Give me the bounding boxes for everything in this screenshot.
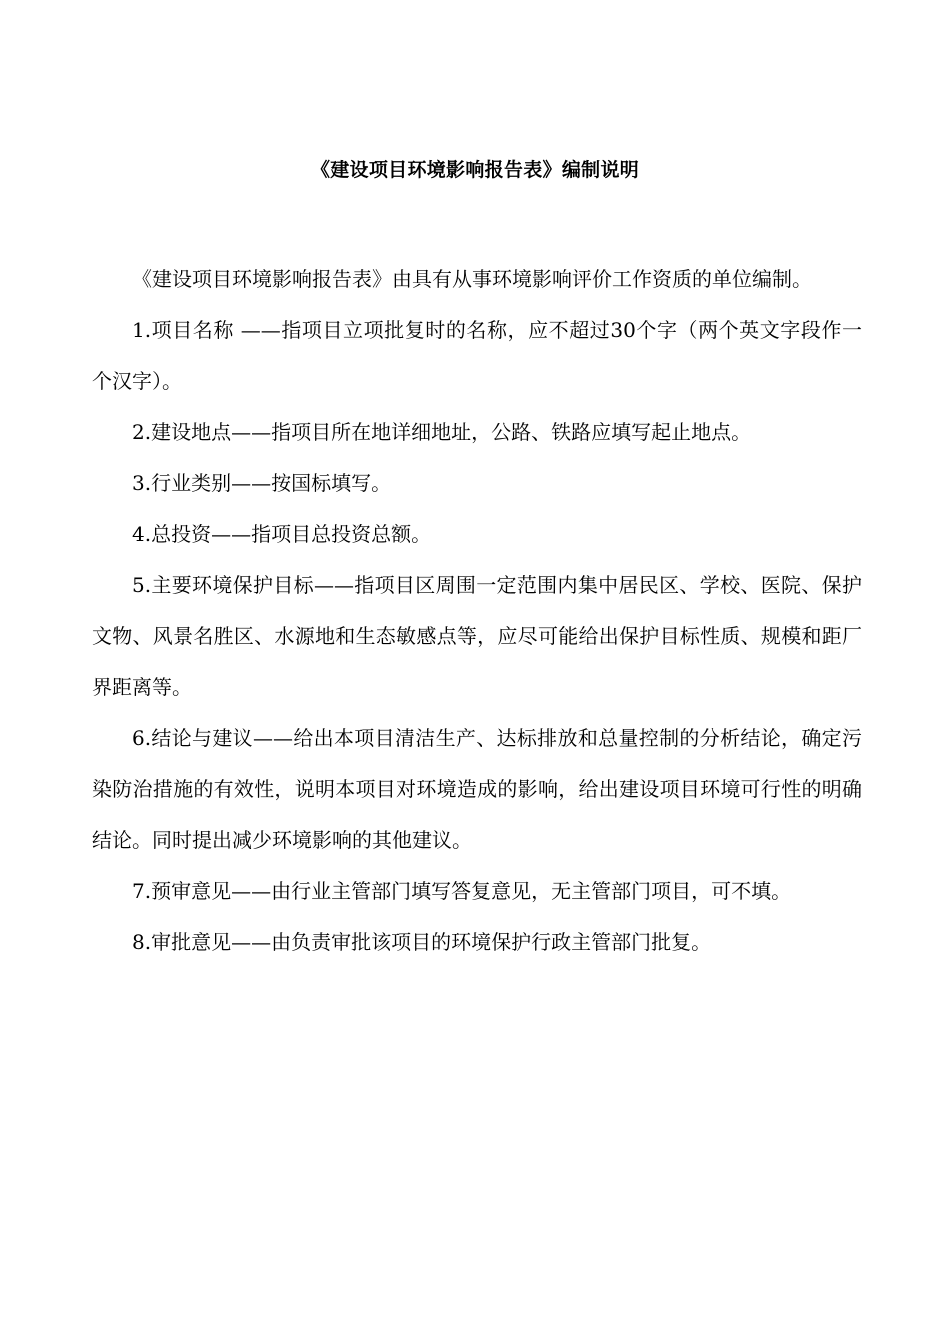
item-preliminary-review: 7.预审意见——由行业主管部门填写答复意见，无主管部门项目，可不填。	[132, 879, 792, 903]
item-approval-opinion: 8.审批意见——由负责审批该项目的环境保护行政主管部门批复。	[132, 930, 712, 954]
intro-paragraph: 《建设项目环境影响报告表》由具有从事环境影响评价工作资质的单位编制。	[132, 267, 812, 291]
item-conclusions: 6.结论与建议——给出本项目清洁生产、达标排放和总量控制的分析结论，确定污染防治措施的有效性，说明本项目对环境造成的影响，给出建设项目环境可行性的明确结论。同时提出减少环境影响的其他建议。	[92, 726, 862, 852]
item-project-name: 1.项目名称 ——指项目立项批复时的名称，应不超过30个字（两个英文字段作一个汉字）。	[92, 318, 862, 393]
item-construction-site: 2.建设地点——指项目所在地详细地址，公路、铁路应填写起止地点。	[132, 420, 752, 444]
item-industry-category: 3.行业类别——按国标填写。	[132, 471, 392, 495]
item-total-investment: 4.总投资——指项目总投资总额。	[132, 522, 432, 546]
document-title: 《建设项目环境影响报告表》编制说明	[310, 159, 640, 181]
document-body	[92, 254, 862, 968]
item-protection-targets: 5.主要环境保护目标——指项目区周围一定范围内集中居民区、学校、医院、保护文物、风景名胜区、水源地和生态敏感点等，应尽可能给出保护目标性质、规模和距厂界距离等。	[92, 573, 862, 699]
